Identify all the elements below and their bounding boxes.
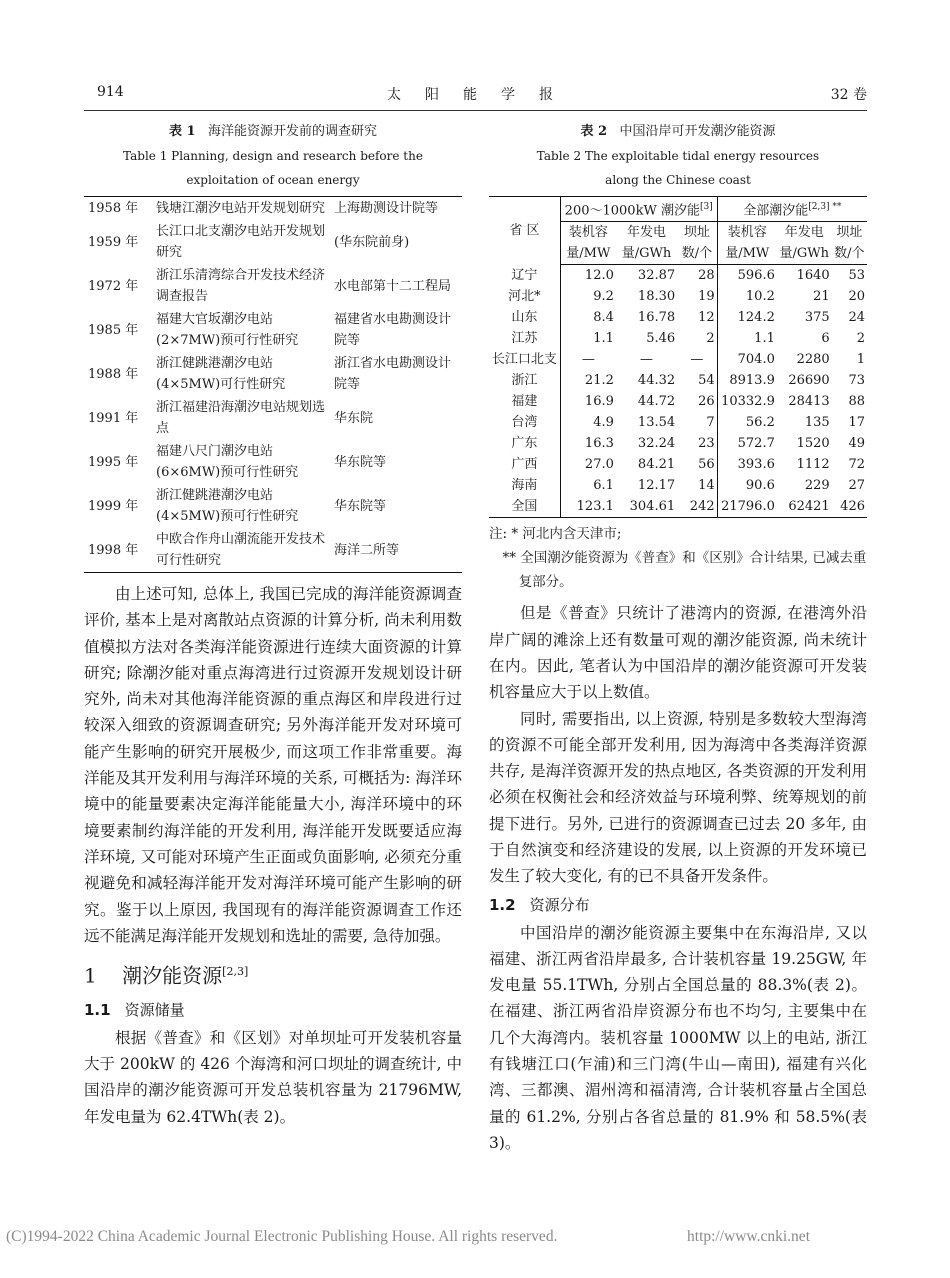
- table2-note-2: ** 全国潮汐能资源为《普查》和《区别》合计结果, 已减去重复部分。: [502, 550, 867, 591]
- table1-cell-org: 福建省水电勘测设计院等: [334, 312, 452, 348]
- table2-cell-d2: 24: [848, 310, 865, 326]
- table1-cell-org: 海洋二所等: [334, 542, 400, 558]
- body-paragraph: 但是《普查》只统计了港湾内的资源, 在港湾外沿岸广阔的滩涂上还有数量可观的潮汐能资源, 尚未统计在内。因此, 笔者认为中国沿岸的潮汐能资源可开发装机容量应大于以上数值。: [489, 604, 867, 702]
- table2-cell-prov: 山东: [511, 310, 538, 326]
- table2-cell-g1: 304.61: [629, 499, 676, 515]
- table2-cell-d1: 54: [698, 373, 715, 389]
- subsection-heading-1-1: [84, 997, 462, 1023]
- table2-cell-c2: 90.6: [717, 475, 777, 496]
- table-row: [489, 328, 867, 349]
- table2-cell-c2: 124.2: [717, 307, 777, 328]
- table2-caption: [489, 120, 867, 144]
- table2-note-1: 注: * 河北内含天津市;: [489, 526, 622, 543]
- table1-cell-org: 华东院等: [334, 454, 387, 470]
- table1: [84, 196, 462, 573]
- table-row: [84, 352, 462, 396]
- table2-cell-c2: 10332.9: [717, 391, 777, 412]
- group1-header: [560, 197, 717, 222]
- table2-cell-prov: 江苏: [511, 331, 538, 347]
- table1-cell-org: 浙江省水电勘测设计院等: [334, 356, 452, 392]
- table2-cell-g1: 13.54: [637, 415, 676, 431]
- table2-cell-c1: 27.0: [560, 454, 616, 475]
- table2-cell-c2: 1.1: [717, 328, 777, 349]
- table2-cell-d1: 23: [698, 436, 715, 452]
- section-ref: [2,3]: [222, 965, 249, 979]
- volume-label: 32 卷: [830, 87, 867, 103]
- table1-cell-project: 浙江健跳港潮汐电站(4×5MW)预可行性研究: [156, 488, 299, 524]
- left-column: [84, 120, 462, 1130]
- table1-cell-year: 1988 年: [88, 366, 139, 382]
- table2-cell-d1: 2: [706, 331, 715, 347]
- copyright-notice: (C)1994-2022 China Academic Journal Electronic Publishing House. All rights reserved.: [6, 1228, 558, 1245]
- page-number: 914: [97, 84, 124, 100]
- table2-cell-g2: 375: [804, 310, 830, 326]
- table2: [489, 196, 867, 518]
- col-capacity-unit-1: 量/MW: [560, 243, 616, 265]
- table2-cell-g1: 44.32: [637, 373, 676, 389]
- table1-title-en-1: Table 1 Planning, design and research before the: [123, 149, 423, 163]
- table2-cell-prov: 福建: [511, 394, 538, 410]
- table2-cell-g2: 6: [821, 331, 830, 347]
- table2-cell-prov: 台湾: [511, 415, 538, 431]
- table2-cell-g1: 16.78: [637, 310, 676, 326]
- group1-label: 200～1000kW 潮汐能: [564, 203, 700, 219]
- table2-cell-c1: 16.9: [560, 391, 616, 412]
- col-generation-unit-2: 量/GWh: [777, 243, 832, 265]
- col-capacity-1: 装机容: [560, 222, 616, 244]
- table2-cell-c1: 1.1: [560, 328, 616, 349]
- table2-cell-c1: —: [560, 349, 616, 370]
- col-generation-1: 年发电: [627, 225, 667, 241]
- table-row: [84, 528, 462, 573]
- table2-cell-c1: 123.1: [560, 496, 616, 518]
- table2-title-cn: 中国沿岸可开发潮汐能资源: [619, 124, 776, 139]
- table2-cell-c1: 21.2: [560, 370, 616, 391]
- table2-cell-prov: 河北*: [508, 289, 541, 305]
- section-title: 潮汐能资源: [122, 963, 223, 988]
- table2-cell-c1: 4.9: [560, 412, 616, 433]
- table-row: [489, 475, 867, 496]
- col-dams-2: 坝址: [836, 225, 863, 241]
- table2-title-en-2: along the Chinese coast: [605, 173, 751, 187]
- table1-cell-project: 福建大官坂潮汐电站(2×7MW)预可行性研究: [156, 312, 299, 348]
- table1-cell-org: 华东院等: [334, 498, 387, 514]
- table-row: [489, 496, 867, 518]
- col-generation-unit-1: 量/GWh: [616, 243, 677, 265]
- table-row: [489, 412, 867, 433]
- table2-cell-d2: 17: [848, 415, 865, 431]
- table2-cell-d2: 53: [848, 268, 865, 284]
- province-header: 省 区: [509, 223, 540, 239]
- table1-cell-year: 1959 年: [88, 234, 139, 250]
- table1-cell-year: 1991 年: [88, 410, 139, 426]
- table2-cell-c1: 6.1: [560, 475, 616, 496]
- table1-cell-project: 长江口北支潮汐电站开发规划研究: [156, 224, 326, 260]
- table2-cell-d2: 2: [856, 331, 865, 347]
- table2-cell-g1: 5.46: [646, 331, 676, 347]
- table2-cell-g2: 21: [813, 289, 830, 305]
- col-dams-1: 坝址: [683, 225, 710, 241]
- table2-cell-prov: 全国: [511, 499, 538, 515]
- table2-cell-d1: 242: [689, 499, 715, 515]
- table2-cell-d1: 7: [706, 415, 715, 431]
- table2-cell-d2: 72: [848, 457, 865, 473]
- table-row: [84, 264, 462, 308]
- table1-cell-year: 1958 年: [88, 201, 139, 216]
- table-row: [489, 307, 867, 328]
- table1-cell-project: 浙江健跳港潮汐电站(4×5MW)可行性研究: [156, 356, 286, 392]
- table2-cell-d1: 14: [698, 478, 715, 494]
- table1-cell-project: 钱塘江潮汐电站开发规划研究: [156, 201, 326, 216]
- table2-cell-prov: 辽宁: [511, 268, 538, 284]
- table-row: [489, 433, 867, 454]
- table2-cell-c1: 8.4: [560, 307, 616, 328]
- table2-cell-c1: 9.2: [560, 286, 616, 307]
- table2-cell-d2: 73: [848, 373, 865, 389]
- table1-cell-org: 水电部第十二工程局: [334, 278, 452, 294]
- col-dams-unit-1: 数/个: [677, 243, 717, 265]
- table2-cell-g1: 12.17: [637, 478, 676, 494]
- col-dams-unit-2: 数/个: [832, 243, 867, 265]
- table-row: [84, 197, 462, 221]
- table2-cell-c2: 56.2: [717, 412, 777, 433]
- table-row: [489, 265, 867, 287]
- table2-cell-d2: 27: [848, 478, 865, 494]
- table-row: [84, 440, 462, 484]
- subsection-title: 资源分布: [529, 895, 590, 914]
- journal-title: 太阳能学报: [387, 87, 577, 103]
- table1-cell-project: 浙江福建沿海潮汐电站规划选点: [156, 400, 326, 436]
- table2-cell-g2: 229: [804, 478, 830, 494]
- table2-cell-g2: 2280: [796, 352, 830, 368]
- footer-url: http://www.cnki.net: [687, 1228, 810, 1245]
- table-row: [489, 454, 867, 475]
- table-row: [84, 220, 462, 264]
- section-heading-1: [84, 957, 462, 991]
- table2-cell-d2: 1: [856, 352, 865, 368]
- col-generation-2: 年发电: [784, 225, 824, 241]
- table2-cell-d1: 28: [698, 268, 715, 284]
- table-row: [84, 396, 462, 440]
- table2-cell-c2: 21796.0: [717, 496, 777, 518]
- table1-caption: [84, 120, 462, 144]
- table2-cell-d1: 26: [698, 394, 715, 410]
- table2-cell-g1: 84.21: [637, 457, 676, 473]
- table1-cell-project: 浙江乐清湾综合开发技术经济调查报告: [156, 268, 326, 304]
- subsection-number: 1.2: [489, 895, 516, 914]
- table2-cell-prov: 浙江: [511, 373, 538, 389]
- table1-cell-project: 福建八尺门潮汐电站(6×6MW)预可行性研究: [156, 444, 299, 480]
- table2-cell-d2: 88: [848, 394, 865, 410]
- table1-cell-year: 1995 年: [88, 454, 139, 470]
- table2-cell-d1: 56: [698, 457, 715, 473]
- table2-cell-d1: 12: [698, 310, 715, 326]
- table2-cell-c2: 704.0: [717, 349, 777, 370]
- group2-ref: [2,3] **: [808, 202, 842, 212]
- table2-cell-c2: 596.6: [717, 265, 777, 287]
- subsection-number: 1.1: [84, 1000, 111, 1019]
- table2-cell-c2: 572.7: [717, 433, 777, 454]
- body-paragraph: 由上述可知, 总体上, 我国已完成的海洋能资源调查评价, 基本上是对离散站点资源的计算分析, 尚未利用数值模拟方法对各类海洋能资源进行连续大面资源的计算研究; 除潮汐能对重点海湾进行过资源开发规划设计研究外, 尚未对其他海洋能资源的重点海区和岸段进行过较深入细致的资源调查研究; 另外海洋能开发对环境可能产生影响的研究开展极少, 而这项工作非常重要。海洋能及其开发利用与海洋环境的关系, 可概括为: 海洋环境中的能量要素决定海洋能能量大小, 海洋环境中的环境要素制约海洋能的开发利用, 海洋能开发既要适应海洋环境, 又可能对环境产生正面或负面影响, 必须充分重视避免和减轻海洋能开发对海洋环境可能产生影响的研究。鉴于以上原因, 我国现有的海洋能资源调查工作还远不能满足海洋能开发规划和选址的需要, 急待加强。: [84, 585, 462, 945]
- table-row: [489, 391, 867, 412]
- table2-cell-d1: 19: [698, 289, 715, 305]
- table2-cell-prov: 广东: [511, 436, 538, 452]
- group2-header: [717, 197, 867, 222]
- table1-cell-org: 华东院: [334, 410, 374, 426]
- table2-cell-g2: 135: [804, 415, 830, 431]
- table2-cell-d2: 426: [840, 499, 865, 515]
- table2-cell-d2: 49: [848, 436, 865, 452]
- table2-cell-c2: 8913.9: [717, 370, 777, 391]
- section-number: 1: [84, 963, 97, 988]
- table1-title-cn: 海洋能资源开发前的调查研究: [207, 124, 377, 139]
- table2-cell-g1: 32.87: [637, 268, 676, 284]
- table2-cell-g1: 44.72: [637, 394, 676, 410]
- table2-cell-g2: 1112: [796, 457, 830, 473]
- table1-label: 表 1: [169, 124, 196, 139]
- subsection-heading-1-2: [489, 892, 867, 918]
- header-rule: [84, 110, 867, 111]
- table2-cell-g2: 62421: [788, 499, 830, 515]
- table1-cell-year: 1972 年: [88, 278, 139, 294]
- table2-cell-prov: 长江口北支: [491, 351, 557, 367]
- table-row: [489, 370, 867, 391]
- table2-cell-g1: 32.24: [637, 436, 676, 452]
- table2-title-en-1: Table 2 The exploitable tidal energy resources: [536, 149, 820, 163]
- table-row: [489, 349, 867, 370]
- table1-cell-year: 1998 年: [88, 542, 139, 558]
- table2-cell-g2: 28413: [788, 394, 830, 410]
- table2-cell-g2: 26690: [788, 373, 830, 389]
- table-row: [489, 286, 867, 307]
- table1-cell-year: 1985 年: [88, 322, 139, 338]
- body-paragraph: 根据《普查》和《区划》对单坝址可开发装机容量大于 200kW 的 426 个海湾和河口坝址的调查统计, 中国沿岸的潮汐能资源可开发总装机容量为 21796MW, 年发电量为 62.4TWh(表 2)。: [84, 1028, 462, 1126]
- subsection-title: 资源储量: [124, 1000, 185, 1019]
- table2-cell-g2: 1640: [796, 268, 830, 284]
- table1-cell-org: (华东院前身): [334, 234, 410, 250]
- right-column: [489, 120, 867, 1156]
- table-row: [84, 484, 462, 528]
- table1-title-en-2: exploitation of ocean energy: [186, 173, 360, 187]
- table2-cell-prov: 海南: [511, 478, 538, 494]
- table1-cell-year: 1999 年: [88, 498, 139, 514]
- table-row: [84, 308, 462, 352]
- col-capacity-unit-2: 量/MW: [717, 243, 777, 265]
- body-paragraph: 中国沿岸的潮汐能资源主要集中在东海沿岸, 又以福建、浙江两省沿岸最多, 合计装机容量 19.25GW, 年发电量 55.1TWh, 分别占全国总量的 88.3%(表 2)。在福建、浙江两省沿岸资源分布也不均匀, 主要集中在几个大海湾内。装机容量 1000MW 以上的电站, 浙江有钱塘江口(乍浦)和三门湾(牛山—南田), 福建有兴化湾、三都澳、湄州湾和福清湾, 合计装机容量占全国总量的 61.2%, 分别占各省总量的 81.9% 和 58.5%(表 3)。: [489, 923, 867, 1152]
- table1-cell-project: 中欧合作舟山潮流能开发技术可行性研究: [156, 532, 326, 568]
- group1-ref: [3]: [699, 202, 713, 212]
- table2-cell-c1: 16.3: [560, 433, 616, 454]
- table2-cell-c2: 10.2: [717, 286, 777, 307]
- table1-cell-org: 上海勘测设计院等: [334, 201, 439, 216]
- col-capacity-2: 装机容: [717, 222, 777, 244]
- table2-cell-g1: —: [640, 352, 653, 368]
- running-header: [97, 84, 867, 106]
- table2-cell-prov: 广西: [511, 457, 538, 473]
- body-paragraph: 同时, 需要指出, 以上资源, 特别是多数较大型海湾的资源不可能全部开发利用, 因为海湾中各类海洋资源共存, 是海洋资源开发的热点地区, 各类资源的开发利用必须在权衡社会和经济效益与环境利弊、统筹规划的前提下进行。另外, 已进行的资源调查已过去 20 多年, 由于自然演变和经济建设的发展, 以上资源的开发环境已发生了较大变化, 有的已不具备开发条件。: [489, 709, 867, 886]
- table2-cell-g2: 1520: [796, 436, 830, 452]
- group2-label: 全部潮汐能: [743, 203, 809, 219]
- table2-label: 表 2: [580, 124, 608, 139]
- table2-cell-g1: 18.30: [637, 289, 676, 305]
- table2-cell-d2: 20: [848, 289, 865, 305]
- table2-cell-d1: —: [690, 352, 704, 368]
- table2-cell-c1: 12.0: [560, 265, 616, 287]
- table2-cell-c2: 393.6: [717, 454, 777, 475]
